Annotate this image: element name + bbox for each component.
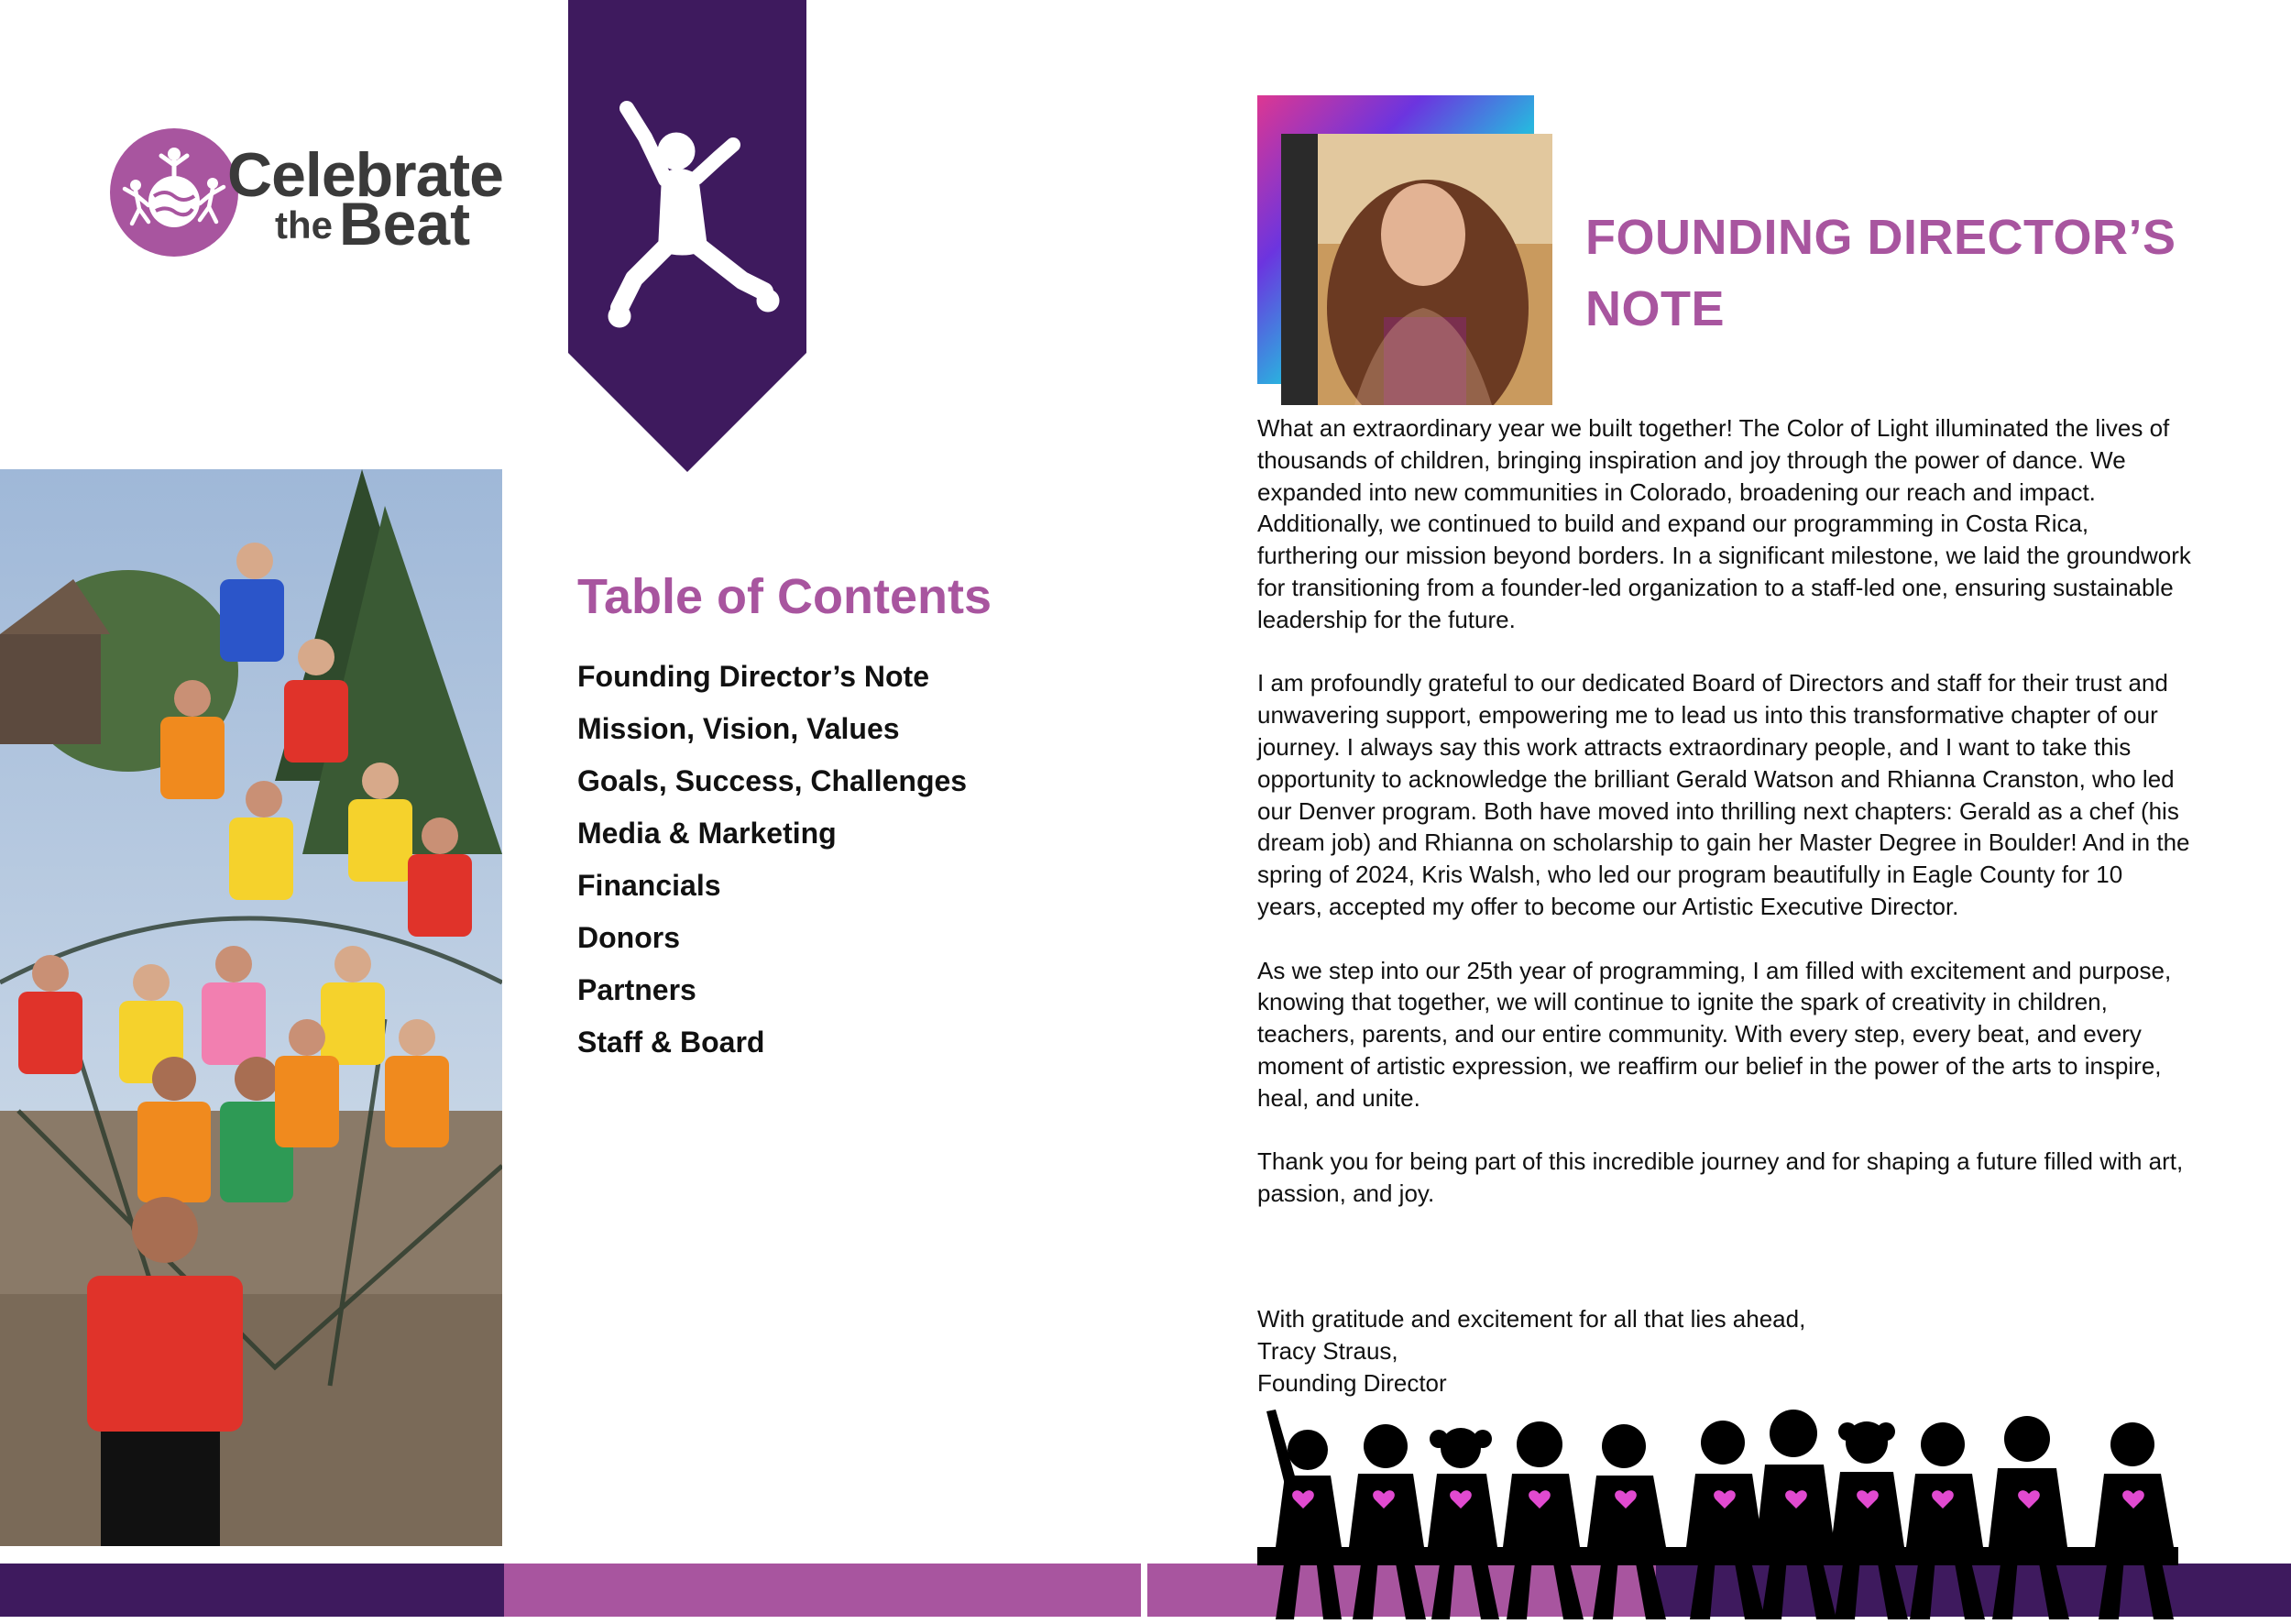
- toc-item-partners[interactable]: Partners: [577, 973, 696, 1006]
- toc-item-financials[interactable]: Financials: [577, 869, 721, 902]
- logo-word-celebrate: Celebrate: [227, 140, 503, 210]
- toc-item-goals-success-challenges[interactable]: Goals, Success, Challenges: [577, 764, 968, 797]
- note-paragraph-1: What an extraordinary year we built together! The Color of Light illuminated the lives of thousands of children, bringing inspiration and joy through the power of dance. We expanded into new communities in Colorado, broadening our reach and impact. Additionally, we continued to build and expand our programming in Costa Rica, furthering our mission beyond borders. In a significant milestone, we laid the groundwork for transitioning from a founder-led organization to a staff-led one, ensuring sustainable leadership for the future.: [1257, 414, 2191, 633]
- celebrate-the-beat-logo: [110, 128, 541, 266]
- kids-group-photo: [0, 469, 502, 1546]
- signature-block: [1257, 1303, 2082, 1399]
- logo-globe-icon: [110, 128, 238, 257]
- toc-title: Table of Contents: [577, 569, 992, 624]
- ribbon-banner: [568, 0, 806, 472]
- founding-directors-note-heading: FOUNDING DIRECTOR’S NOTE: [1585, 210, 2176, 336]
- toc-item-mission-vision-values[interactable]: Mission, Vision, Values: [577, 712, 900, 745]
- toc-item-media-marketing[interactable]: Media & Marketing: [577, 817, 837, 850]
- logo-word-the: the: [275, 203, 333, 247]
- footer-bar-dark-left: [0, 1564, 504, 1617]
- footer-bar-pink-left: [504, 1564, 1141, 1617]
- note-paragraph-4: Thank you for being part of this incredible journey and for shaping a future filled with art, passion, and joy.: [1257, 1147, 2184, 1208]
- toc-item-donors[interactable]: Donors: [577, 921, 680, 954]
- signer-title: Founding Director: [1257, 1368, 1447, 1397]
- kids-silhouettes-illustration: [1257, 1402, 2178, 1619]
- note-paragraph-3: As we step into our 25th year of programming, I am filled with excitement and purpose, knowing that together, we will continue to ignite the spark of creativity in children, teachers, parents, and our entire community. With every step, every beat, and every moment of artistic expression, we reaffirm our belief in the power of the arts to inspire, heal, and unite.: [1257, 956, 2172, 1112]
- founding-director-photo: [1281, 134, 1552, 405]
- toc-list: [577, 656, 967, 1074]
- note-paragraph-2: I am profoundly grateful to our dedicated Board of Directors and staff for their trust and unwavering support, empowering me to lead us into this transformative chapter of our journey. I always say this work attracts extraordinary people, and I want to take this opportunity to acknowledge the brilliant Gerald Watson and Rhianna Cranston, who led our Denver program. Both have moved into thrilling next chapters: Gerald as a chef (his dream job) and Rhianna on scholarship to gain her Master Degree in Boulder! And in the spring of 2024, Kris Walsh, who led our program beautifully in Eagle County for 10 years, accepted my offer to become our Artistic Executive Director.: [1257, 669, 2190, 920]
- signer-name: Tracy Straus,: [1257, 1336, 1398, 1365]
- toc-item-founding-directors-note[interactable]: Founding Director’s Note: [577, 660, 929, 693]
- toc-item-staff-board[interactable]: Staff & Board: [577, 1026, 765, 1059]
- logo-word-beat: Beat: [339, 190, 471, 258]
- closing-line: With gratitude and excitement for all that lies ahead,: [1257, 1305, 1806, 1333]
- note-body: [1257, 412, 2192, 1242]
